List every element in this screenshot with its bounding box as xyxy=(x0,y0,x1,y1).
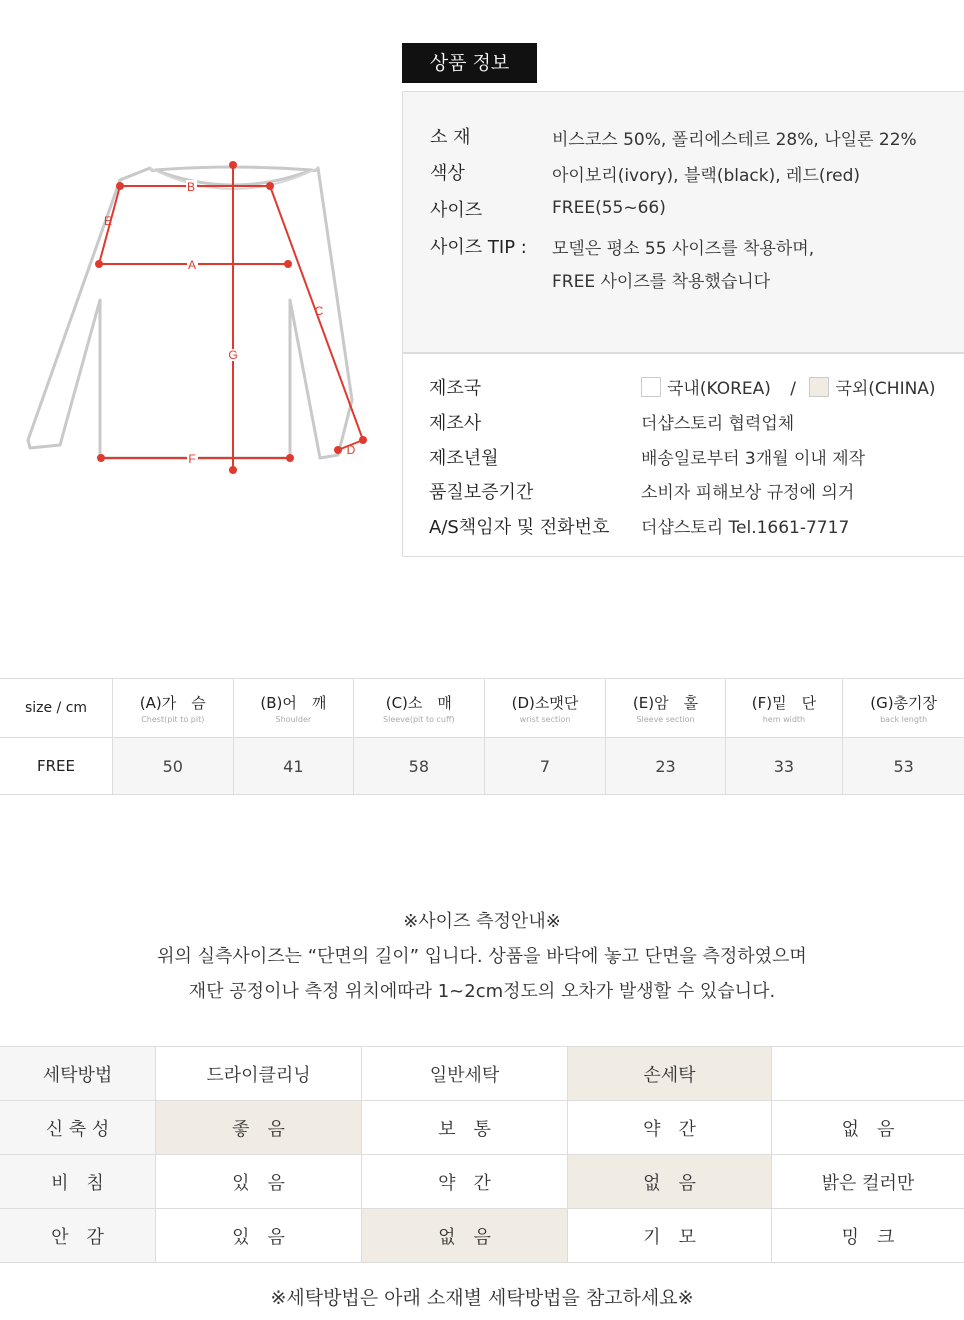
label-d: D xyxy=(346,443,356,457)
label-f: F xyxy=(188,452,196,466)
value-wrist: 7 xyxy=(484,738,606,795)
lining-none: 없 음 xyxy=(362,1209,568,1263)
value-chest: 50 xyxy=(113,738,234,795)
sheer-label: 비 침 xyxy=(0,1155,156,1209)
wash-method-label: 세탁방법 xyxy=(0,1047,156,1101)
label-a: A xyxy=(187,258,197,272)
lining-yes: 있 음 xyxy=(156,1209,362,1263)
hand-wash-cell: 손세탁 xyxy=(568,1047,772,1101)
stretch-slight: 약 간 xyxy=(568,1101,772,1155)
header-wrist: (D)소맷단 wrist section xyxy=(484,679,606,738)
size-label: 사이즈 xyxy=(430,200,483,221)
size-row-label: FREE xyxy=(0,738,113,795)
header-chest: (A)가 슴 Chest(pit to pit) xyxy=(113,679,234,738)
stretch-row xyxy=(0,1101,964,1155)
header-hem: (F)밑 단 hem width xyxy=(725,679,843,738)
dry-cleaning-cell: 드라이클리닝 xyxy=(156,1047,362,1101)
origin-value xyxy=(641,374,936,399)
origin-china: 국외(CHINA) xyxy=(835,379,936,399)
header-length: (G)총기장 back length xyxy=(843,679,964,738)
size-table-row xyxy=(0,738,964,795)
sheer-slight: 약 간 xyxy=(362,1155,568,1209)
value-hem: 33 xyxy=(725,738,843,795)
product-info-title: 상품 정보 xyxy=(402,43,537,83)
origin-label: 제조국 xyxy=(429,378,482,399)
label-e: E xyxy=(103,214,113,228)
header-armhole: (E)암 홀 Sleeve section xyxy=(606,679,725,738)
stretch-normal: 보 통 xyxy=(362,1101,568,1155)
label-b: B xyxy=(186,180,196,194)
as-contact-value: 더샵스토리 Tel.1661-7717 xyxy=(641,518,850,538)
material-label: 소 재 xyxy=(430,127,471,148)
size-unit-header: size / cm xyxy=(0,679,113,738)
warranty-label: 품질보증기간 xyxy=(429,482,534,503)
size-notice-line2: 재단 공정이나 측정 위치에따라 1~2cm정도의 오차가 발생할 수 있습니다. xyxy=(188,981,776,1002)
origin-korea: 국내(KOREA) xyxy=(667,379,771,399)
origin-separator: / xyxy=(790,379,797,399)
color-label: 색상 xyxy=(430,163,465,184)
label-g: G xyxy=(228,348,238,362)
sheer-light-color-only: 밝은 컬러만 xyxy=(772,1155,964,1209)
warranty-value: 소비자 피해보상 규정에 의거 xyxy=(641,483,855,503)
normal-wash-cell: 일반세탁 xyxy=(362,1047,568,1101)
size-tip-value-2: FREE 사이즈를 착용했습니다 xyxy=(552,272,771,292)
wash-method-row xyxy=(0,1047,964,1101)
sheer-row xyxy=(0,1155,964,1209)
garment-size-diagram xyxy=(20,150,380,490)
label-c: C xyxy=(314,304,324,318)
value-shoulder: 41 xyxy=(233,738,354,795)
stretch-good: 좋 음 xyxy=(156,1101,362,1155)
size-tip-label: 사이즈 TIP : xyxy=(430,237,527,258)
manufacturer-value: 더샵스토리 협력업체 xyxy=(641,414,795,434)
lining-mink: 밍 크 xyxy=(772,1209,964,1263)
empty-cell xyxy=(772,1047,964,1101)
sheer-none: 없 음 xyxy=(568,1155,772,1209)
lining-fleece: 기 모 xyxy=(568,1209,772,1263)
manufacture-date-label: 제조년월 xyxy=(429,448,499,469)
manufacturer-label: 제조사 xyxy=(429,413,482,434)
value-armhole: 23 xyxy=(606,738,725,795)
header-shoulder: (B)어 깨 Shoulder xyxy=(233,679,354,738)
material-value: 비스코스 50%, 폴리에스테르 28%, 나일론 22% xyxy=(552,130,917,150)
as-contact-label: A/S책임자 및 전화번호 xyxy=(429,517,610,538)
sheer-yes: 있 음 xyxy=(156,1155,362,1209)
china-checkbox-icon xyxy=(809,377,829,397)
lining-row xyxy=(0,1209,964,1263)
value-sleeve: 58 xyxy=(354,738,484,795)
size-notice-title: ※사이즈 측정안내※ xyxy=(403,911,561,932)
washing-table xyxy=(0,1046,964,1263)
korea-checkbox-icon xyxy=(641,377,661,397)
lining-label: 안 감 xyxy=(0,1209,156,1263)
size-table xyxy=(0,678,964,795)
sweater-outline xyxy=(28,167,352,458)
value-length: 53 xyxy=(843,738,964,795)
color-value: 아이보리(ivory), 블랙(black), 레드(red) xyxy=(552,166,861,186)
size-table-header xyxy=(0,679,964,738)
wash-footer-note: ※세탁방법은 아래 소재별 세탁방법을 참고하세요※ xyxy=(270,1287,694,1309)
manufacture-date-value: 배송일로부터 3개월 이내 제작 xyxy=(641,449,866,469)
stretch-none: 없 음 xyxy=(772,1101,964,1155)
stretch-label: 신 축 성 xyxy=(0,1101,156,1155)
header-sleeve: (C)소 매 Sleeve(pit to cuff) xyxy=(354,679,484,738)
size-notice-line1: 위의 실측사이즈는 “단면의 길이” 입니다. 상품을 바닥에 놓고 단면을 측정하였으며 xyxy=(157,946,807,967)
size-tip-value: 모델은 평소 55 사이즈를 착용하며, xyxy=(552,239,815,259)
size-value: FREE(55~66) xyxy=(552,198,666,218)
